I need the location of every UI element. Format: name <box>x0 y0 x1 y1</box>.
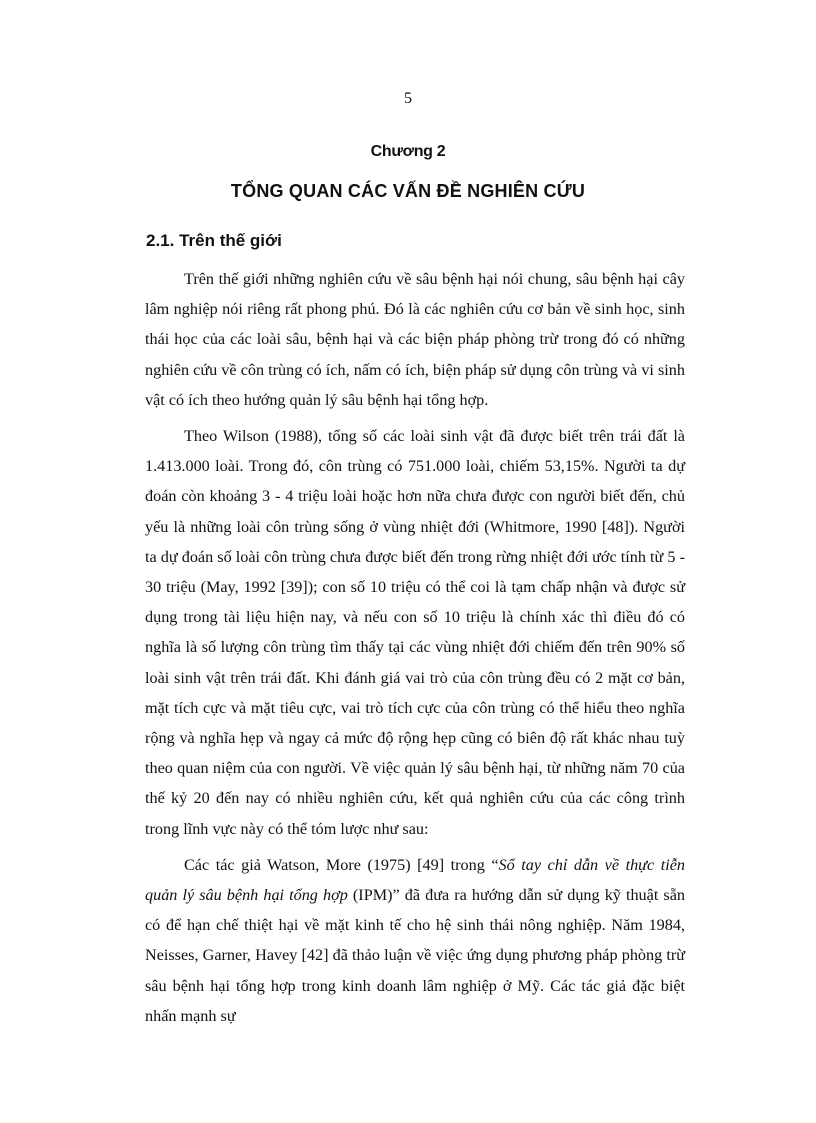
paragraph-2: Theo Wilson (1988), tổng số các loài sinh vật đã được biết trên trái đất là 1.413.000 loài. Trong đó, côn trùng có 751.000 loài, chiếm 53,15%. Người ta dự đoán còn khoảng 3 - 4 triệu loài hoặc hơn nữa chưa được con người biết đến, chủ yếu là những loài côn trùng sống ở vùng nhiệt đới (Whitmore, 1990 [48]). Người ta dự đoán số loài côn trùng chưa được biết đến trong rừng nhiệt đới ước tính từ 5 - 30 triệu (May, 1992 [39]); con số 10 triệu có thể coi là tạm chấp nhận và được sử dụng trong tài liệu hiện nay, và nếu con số 10 triệu là chính xác thì điều đó có nghĩa là số lượng côn trùng tìm thấy tại các vùng nhiệt đới chiếm đến trên 90% số loài sinh vật trên trái đất. Khi đánh giá vai trò của côn trùng đều có 2 mặt cơ bản, mặt tích cực và mặt tiêu cực, vai trò tích cực của côn trùng có thể hiểu theo nghĩa rộng và nghĩa hẹp và ngay cả mức độ rộng hẹp cũng có biên độ rất khác nhau tuỳ theo quan niệm của con người. Về việc quản lý sâu bệnh hại, từ những năm 70 của thế kỷ 20 đến nay có nhiều nghiên cứu, kết quả nghiên cứu của các công trình trong lĩnh vực này có thể tóm lược như sau: <box>145 427 685 838</box>
chapter-title: TỔNG QUAN CÁC VẤN ĐỀ NGHIÊN CỨU <box>230 181 586 201</box>
paragraph-3 <box>145 850 685 1031</box>
body-text <box>145 264 685 1031</box>
book-title-italic: Sổ tay chỉ dẫn về thực tiễn quản lý sâu bệnh hại tổng hợp <box>145 855 685 905</box>
page-number: 5 <box>404 90 412 107</box>
section-heading: 2.1. Trên thế giới <box>146 231 282 250</box>
paragraph-1: Trên thế giới những nghiên cứu về sâu bệnh hại nói chung, sâu bệnh hại cây lâm nghiệp nói riêng rất phong phú. Đó là các nghiên cứu cơ bản về sinh học, sinh thái học của các loài sâu, bệnh hại và các biện pháp phòng trừ trong đó có những nghiên cứu về côn trùng có ích, nấm có ích, biện pháp sử dụng côn trùng và vi sinh vật có ích theo hướng quản lý sâu bệnh hại tổng hợp. <box>145 270 685 409</box>
paragraph-3-text-end: (IPM)” đã đưa ra hướng dẫn sử dụng kỹ thuật sẵn có để hạn chế thiệt hại về mặt kinh tế cho hệ sinh thái nông nghiệp. Năm 1984, Neisses, Garner, Havey [42] đã thảo luận về việc ứng dụng phương pháp phòng trừ sâu bệnh hại tổng hợp trong kinh doanh lâm nghiệp ở Mỹ. Các tác giả đặc biệt nhấn mạnh sự <box>145 886 685 1025</box>
chapter-label: Chương 2 <box>370 143 446 160</box>
paragraph-3-text-start: Các tác giả Watson, More (1975) [49] trong “ <box>184 855 499 874</box>
